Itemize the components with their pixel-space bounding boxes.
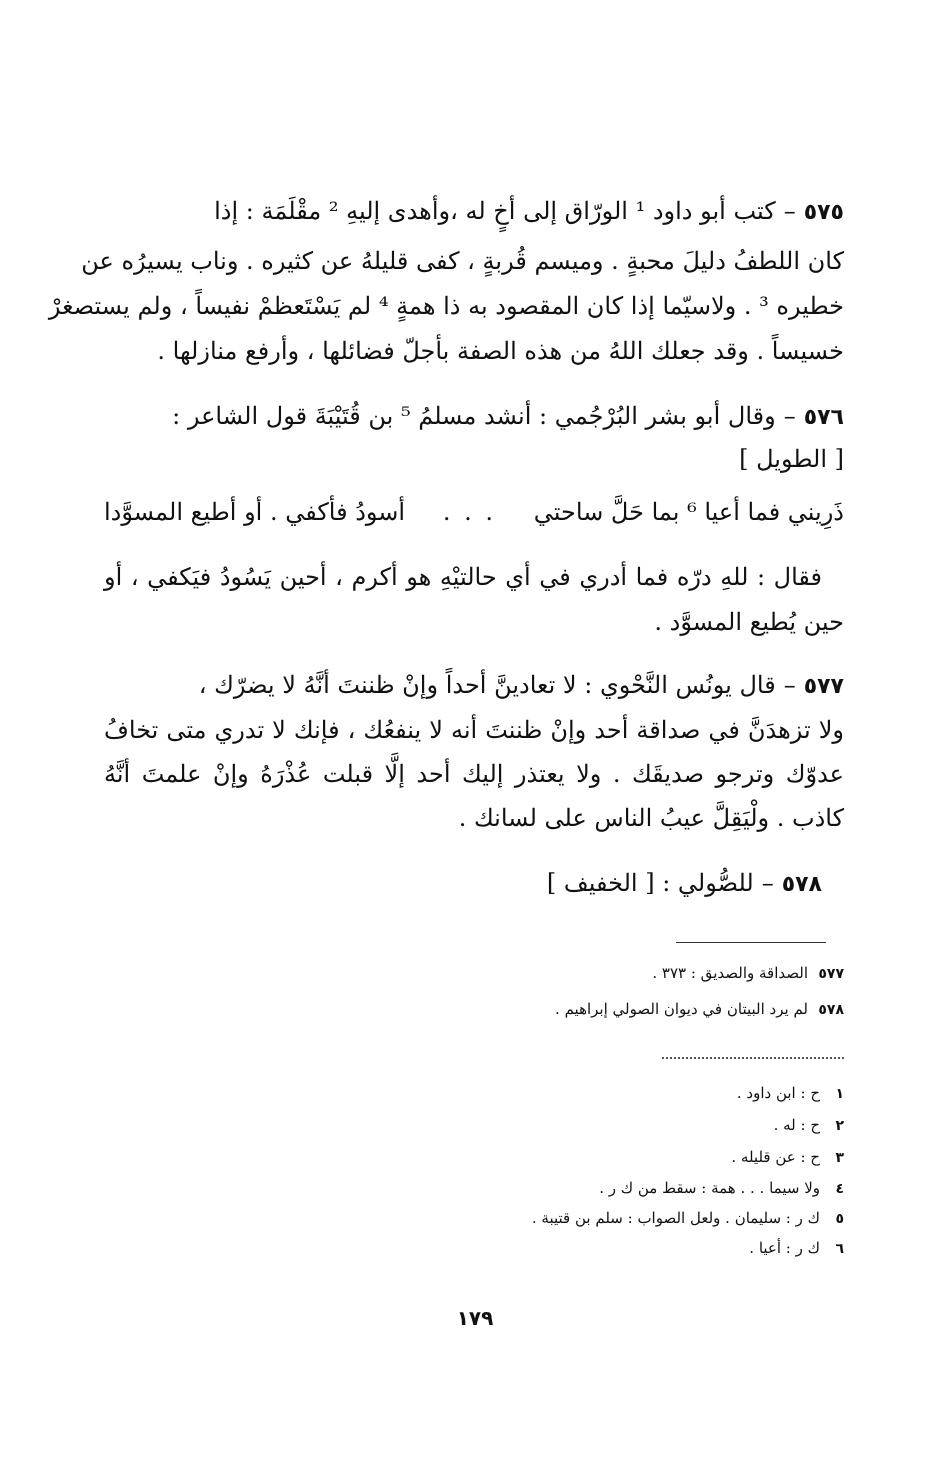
page-number: ١٧٩ [456,1306,494,1330]
variant-note-5 [532,1207,844,1230]
entry-575-number: ٥٧٥ [803,200,844,225]
footnote-separator [676,942,826,943]
variant-note-number: ٦ [835,1241,844,1257]
verse-separator: . . . [442,498,497,526]
source-note-577 [652,962,844,985]
variant-note-text: ك ر : أعيا . [749,1239,820,1257]
source-note-578 [555,998,844,1021]
entry-dash: – [761,869,774,897]
variant-note-number: ١ [835,1086,844,1102]
variant-note-number: ٣ [835,1150,844,1166]
variant-note-text: ك ر : سليمان . ولعل الصواب : سلم بن قتيبة . [531,1209,820,1227]
entry-577-line-4: كاذب . ولْيَقِلَّ عيبُ الناس على لسانك . [458,804,844,832]
verse-second-hemistich: أسودُ فأكفي . أو أطيع المسوَّدا [104,498,406,526]
entry-576-line-1 [104,399,844,435]
entry-576-comment-1: فقال : للهِ درّه فما أدري في أي حالتيْهِ هو أكرم ، أحين يَسُودُ فيَكفي ، أو [104,563,822,591]
entry-575-text-1: كتب أبو داود ¹ الورّاق إلى أخٍ له ،وأهدى إليهِ ² مقْلَمَة : إذا [214,197,776,225]
entry-578-line-1 [104,866,822,902]
variant-note-text: ح : عن قليله . [731,1148,820,1166]
entry-577-line-3: عدوّك وترجو صديقَك . ولا يعتذر إليك أحد إلَّا قبلت عُذْرَهُ وإنْ علمتَ أنَّهُ [104,760,844,788]
variant-note-text: ح : له . [773,1116,820,1134]
entry-dash: – [783,402,796,430]
source-note-number: ٥٧٨ [818,1002,844,1018]
verse-first-hemistich: ذَرِيني فما أعيا ⁶ بما حَلَّ ساحتي [533,498,844,526]
variant-note-3 [731,1146,844,1169]
entry-576-comment-2: حين يُطيع المسوَّد . [654,608,844,636]
source-note-text: الصداقة والصديق : ٣٧٣ . [652,964,808,982]
entry-575-line-2: كان اللطفُ دليلَ محبةٍ . وميسم قُربةٍ ، كفى قليلهُ عن كثيره . وناب يسيرُه عن [81,247,844,275]
variant-note-6 [749,1237,844,1260]
variant-note-number: ٤ [835,1181,844,1197]
entry-577-number: ٥٧٧ [803,674,844,699]
entry-576-text-1: وقال أبو بشر البُرْجُمي : أنشد مسلمُ ⁵ بن قُتَيْبَةَ قول الشاعر : [172,402,776,430]
entry-dash: – [783,671,796,699]
entry-dash: – [783,197,796,225]
variant-note-2 [774,1114,844,1137]
source-note-number: ٥٧٧ [818,966,844,982]
entry-578-text-1: للصُّولي : [ الخفيف ] [546,869,754,897]
entry-577-line-2: ولا تزهدَنَّ في صداقة أحد وإنْ ظننتَ أنه لا ينفعُك ، فإنك لا تدري متى تخافُ [104,716,844,744]
variant-note-1 [737,1082,844,1105]
poem-verse [104,495,844,529]
variants-separator [662,1057,844,1059]
entry-575-line-3: خطيره ³ . ولاسيّما إذا كان المقصود به ذا همةٍ ⁴ لم يَسْتَعظمْ نفيساً ، ولم يستصغرْ [48,292,844,320]
entry-578-number: ٥٧٨ [781,872,822,897]
entry-575-line-1 [104,194,844,230]
meter-label: [ الطويل ] [739,445,844,473]
variant-note-4 [599,1177,844,1200]
variant-note-number: ٥ [835,1211,844,1227]
entry-576-number: ٥٧٦ [803,405,844,430]
variant-note-text: ح : ابن داود . [736,1084,820,1102]
entry-577-text-1: قال يونُس النَّحْوي : لا تعادينَّ أحداً وإنْ ظننتَ أنَّهُ لا يضرّك ، [198,671,776,699]
variant-note-number: ٢ [835,1118,844,1134]
entry-575-line-4: خسيساً . وقد جعلك اللهُ من هذه الصفة بأجلّ فضائلها ، وأرفع منازلها . [157,337,844,365]
entry-577-line-1 [104,668,844,704]
variant-note-text: ولا سيما . . . همة : سقط من ك ر . [599,1179,820,1197]
source-note-text: لم يرد البيتان في ديوان الصولي إبراهيم . [555,1000,808,1018]
